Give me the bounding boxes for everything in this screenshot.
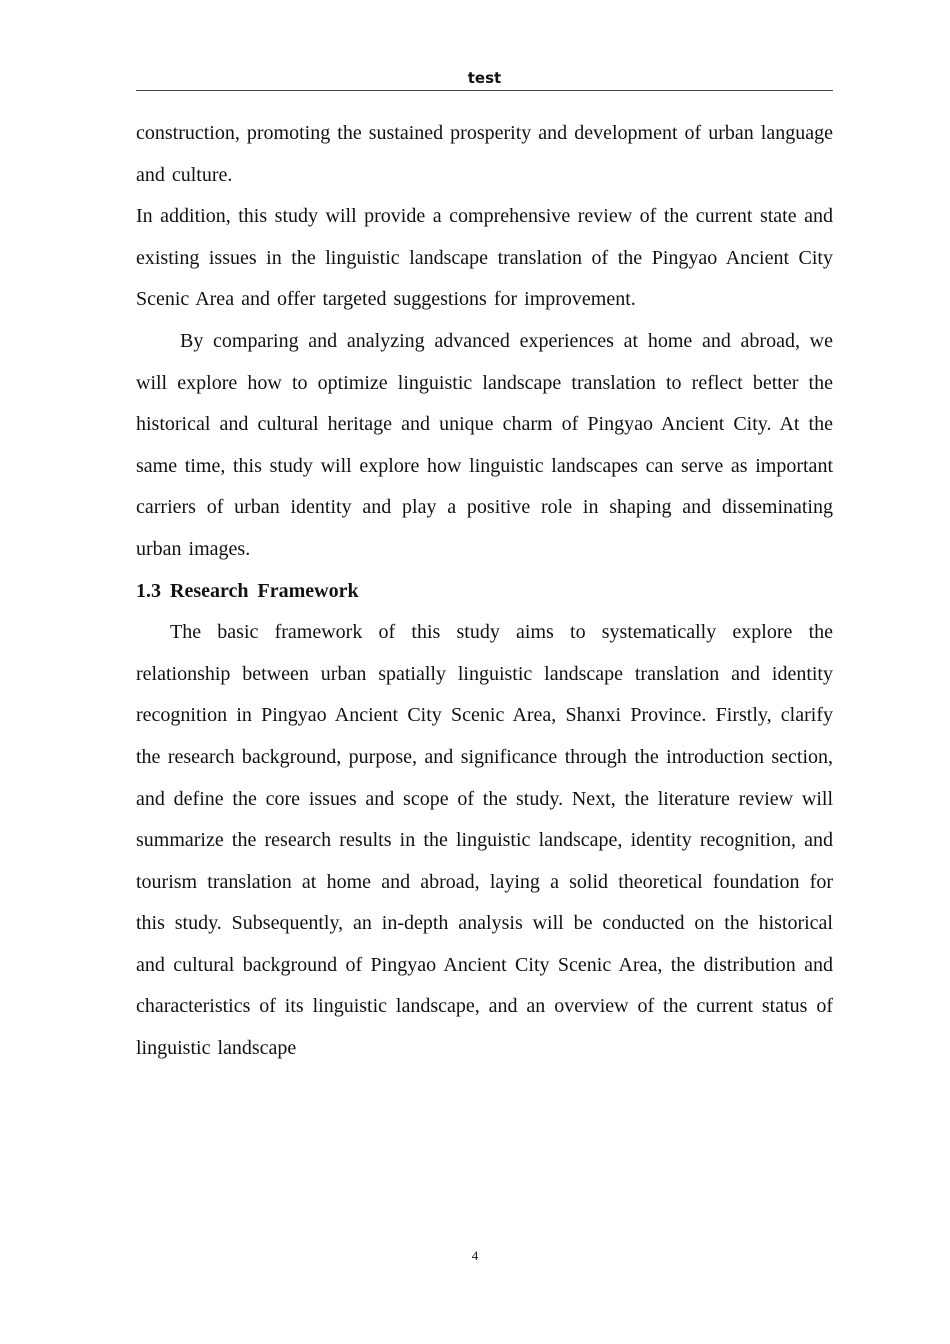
paragraph-review: In addition, this study will provide a comprehensive review of the current state and existing issues in the linguistic landscape translation of the Pingyao Ancient City Scenic Area and offer targeted suggestions for improvement.	[136, 205, 833, 311]
page-number: 4	[471, 1248, 479, 1263]
header-rule	[136, 90, 833, 91]
paragraph-framework: The basic framework of this study aims to systematically explore the relationship between urban spatially linguistic landscape translation and identity recognition in Pingyao Ancient City Scenic Area, Shanxi Province. Firstly, clarify the research background, purpose, and significance through the introduction section, and define the core issues and scope of the study. Next, the literature review will summarize the research results in the linguistic landscape, identity recognition, and tourism translation at home and abroad, laying a solid theoretical foundation for this study. Subsequently, an in-depth analysis will be conducted on the historical and cultural background of Pingyao Ancient City Scenic Area, the distribution and characteristics of its linguistic landscape, and an overview of the current status of linguistic landscape	[136, 621, 833, 1060]
section-heading: 1.3 Research Framework	[136, 579, 359, 602]
running-header: test	[467, 69, 502, 87]
paragraph-comparison: By comparing and analyzing advanced experiences at home and abroad, we will explore how to optimize linguistic landscape translation to reflect better the historical and cultural heritage and unique charm of Pingyao Ancient City. At the same time, this study will explore how linguistic landscapes can serve as important carriers of urban identity and play a positive role in shaping and disseminating urban images.	[136, 329, 833, 560]
body-text	[136, 113, 833, 1070]
paragraph-continuation: construction, promoting the sustained prosperity and development of urban language and culture.	[136, 122, 833, 186]
